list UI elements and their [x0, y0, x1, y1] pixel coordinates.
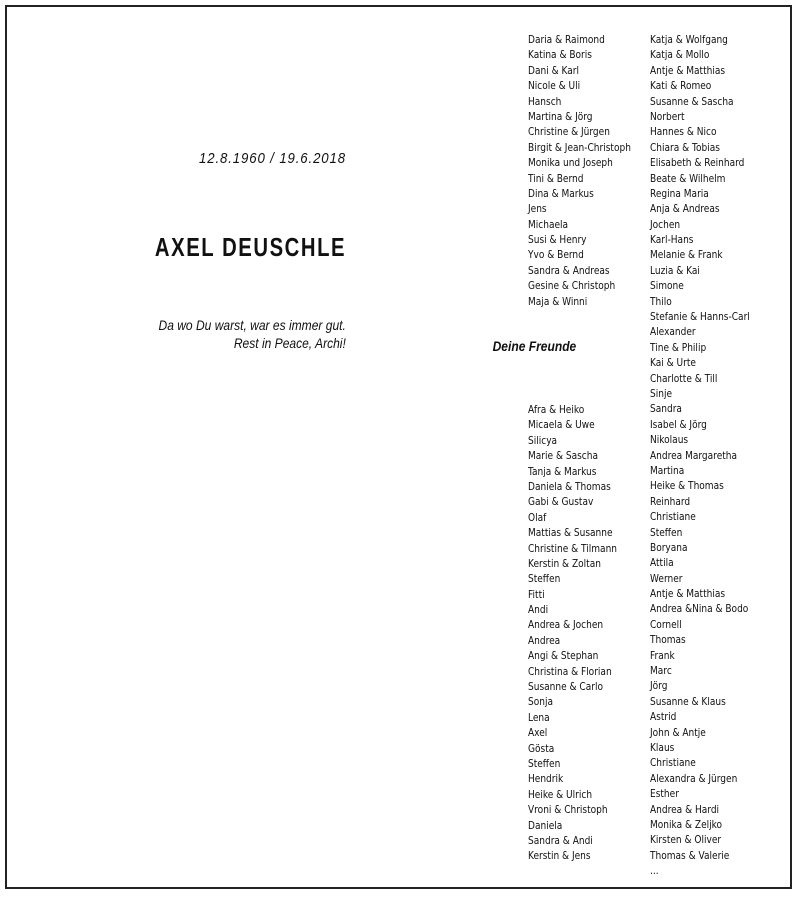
- friend-name: Antje & Matthias: [650, 63, 726, 77]
- friend-name: Luzia & Kai: [650, 263, 700, 277]
- friend-name: Alexander: [650, 325, 696, 339]
- friend-name: Norbert: [650, 109, 685, 123]
- friend-name: Simone: [650, 279, 684, 293]
- friend-name: Reinhard: [650, 494, 691, 508]
- friend-name: Hannes & Nico: [650, 125, 717, 139]
- friend-name: Axel: [528, 726, 548, 740]
- friend-name: Werner: [650, 571, 683, 585]
- friend-name: Daniela: [528, 818, 563, 832]
- friend-name: John & Antje: [650, 725, 706, 739]
- friend-name: Frank: [650, 648, 675, 662]
- friend-name: Kerstin & Jens: [528, 849, 591, 863]
- friend-name: Esther: [650, 787, 679, 801]
- friend-name: Christine & Tilmann: [528, 541, 618, 555]
- memorial-quote: [159, 316, 346, 352]
- friend-name: Susanne & Carlo: [528, 680, 603, 694]
- friend-name: Kati & Romeo: [650, 79, 712, 93]
- friend-name: Gabi & Gustav: [528, 495, 594, 509]
- friend-name: Micaela & Uwe: [528, 418, 595, 432]
- friend-name: Attila: [650, 556, 674, 570]
- friend-name: Mattias & Susanne: [528, 526, 613, 540]
- friend-name: Christiane: [650, 756, 696, 770]
- friend-name: Beate & Wilhelm: [650, 171, 726, 185]
- friend-name: Thomas: [650, 633, 686, 647]
- quote-line: Rest in Peace, Archi!: [234, 335, 346, 351]
- friend-name: Olaf: [528, 510, 547, 524]
- friend-name: Andrea & Hardi: [650, 802, 720, 816]
- friend-name: Katja & Wolfgang: [650, 33, 728, 46]
- names-column-right: [650, 32, 750, 878]
- friend-name: ...: [650, 864, 659, 878]
- friend-name: Heike & Ulrich: [528, 787, 593, 801]
- friend-name: Elisabeth & Reinhard: [650, 156, 745, 170]
- friend-name: Sandra & Andreas: [528, 263, 610, 277]
- friend-name: Hansch: [528, 94, 562, 108]
- friend-name: Andrea Margaretha: [650, 448, 738, 462]
- life-dates: 12.8.1960 / 19.6.2018: [199, 150, 346, 167]
- friend-name: Katja & Mollo: [650, 48, 710, 62]
- friend-name: Regina Maria: [650, 186, 709, 200]
- friend-name: Daria & Raimond: [528, 33, 605, 46]
- friend-name: Sandra & Andi: [528, 833, 593, 847]
- friend-name: Melanie & Frank: [650, 248, 723, 262]
- friend-name: Sandra: [650, 402, 682, 416]
- friend-name: Tine & Philip: [650, 340, 707, 354]
- friend-name: Heike & Thomas: [650, 479, 724, 493]
- friend-name: Isabel & Jörg: [650, 417, 707, 431]
- friend-name: Christina & Florian: [528, 664, 612, 678]
- friend-name: Silicya: [528, 433, 558, 447]
- friend-name: Sonja: [528, 695, 553, 709]
- friend-name: Martina & Jörg: [528, 109, 593, 123]
- friend-name: Monika und Joseph: [528, 156, 613, 170]
- friend-name: Afra & Heiko: [528, 403, 585, 416]
- friend-name: Charlotte & Till: [650, 371, 718, 385]
- friend-name: Katina & Boris: [528, 48, 592, 62]
- friend-name: Cornell: [650, 617, 682, 631]
- friend-name: Martina: [650, 463, 685, 477]
- friend-name: Kai & Urte: [650, 356, 696, 370]
- friend-name: Susi & Henry: [528, 233, 587, 247]
- friend-name: Andrea & Jochen: [528, 618, 604, 632]
- signature-label: Deine Freunde: [492, 338, 576, 354]
- friend-name: Christiane: [650, 510, 696, 524]
- friend-name: Alexandra & Jürgen: [650, 771, 738, 785]
- friend-name: Andrea &Nina & Bodo: [650, 602, 749, 616]
- friend-name: Jörg: [650, 679, 668, 693]
- friend-name: Antje & Matthias: [650, 587, 726, 601]
- friend-name: Birgit & Jean-Christoph: [528, 140, 631, 154]
- friend-name: Boryana: [650, 540, 688, 554]
- friend-name: Marc: [650, 664, 672, 678]
- friend-name: Steffen: [528, 572, 561, 586]
- friend-name: Andi: [528, 603, 549, 617]
- friend-name: Kirsten & Oliver: [650, 833, 722, 847]
- friend-name: Susanne & Klaus: [650, 694, 726, 708]
- friend-name: Susanne & Sascha: [650, 94, 734, 108]
- friend-name: Steffen: [528, 756, 561, 770]
- friend-name: Nikolaus: [650, 433, 689, 447]
- friend-name: Vroni & Christoph: [528, 803, 608, 817]
- friend-name: Andrea: [528, 633, 561, 647]
- friend-name: Klaus: [650, 740, 675, 754]
- friend-name: Gösta: [528, 741, 555, 755]
- friend-name: Yvo & Bernd: [528, 248, 584, 262]
- friend-name: Gesine & Christoph: [528, 279, 616, 293]
- friend-name: Michaela: [528, 217, 569, 231]
- friend-name: Angi & Stephan: [528, 649, 599, 663]
- friend-name: Lena: [528, 710, 550, 724]
- friend-name: Stefanie & Hanns-Carl: [650, 310, 750, 324]
- friend-name: Tini & Bernd: [528, 171, 584, 185]
- friend-name: Christine & Jürgen: [528, 125, 610, 139]
- friend-name: Thilo: [650, 294, 672, 308]
- friend-name: Monika & Zeljko: [650, 817, 723, 831]
- friend-name: Marie & Sascha: [528, 449, 599, 463]
- quote-line: Da wo Du warst, war es immer gut.: [158, 317, 346, 333]
- friend-name: Chiara & Tobias: [650, 140, 721, 154]
- friend-name: Tanja & Markus: [528, 464, 597, 478]
- friend-name: Hendrik: [528, 772, 564, 786]
- friend-name: Thomas & Valerie: [650, 848, 730, 862]
- names-column-left-bottom: [528, 402, 617, 864]
- friend-name: Sinje: [650, 386, 673, 400]
- friend-name: Kerstin & Zoltan: [528, 556, 601, 570]
- friend-name: Jochen: [650, 217, 681, 231]
- friend-name: Karl-Hans: [650, 233, 694, 247]
- friend-name: Jens: [528, 202, 547, 216]
- friend-name: Maja & Winni: [528, 294, 588, 308]
- friend-name: Fitti: [528, 587, 545, 601]
- names-column-left-top: [528, 32, 631, 309]
- friend-name: Nicole & Uli: [528, 79, 581, 93]
- deceased-name: AXEL DEUSCHLE: [154, 232, 346, 262]
- friend-name: Daniela & Thomas: [528, 479, 611, 493]
- friend-name: Dani & Karl: [528, 63, 579, 77]
- friend-name: Dina & Markus: [528, 186, 594, 200]
- friend-name: Astrid: [650, 710, 677, 724]
- friend-name: Steffen: [650, 525, 683, 539]
- friend-name: Anja & Andreas: [650, 202, 720, 216]
